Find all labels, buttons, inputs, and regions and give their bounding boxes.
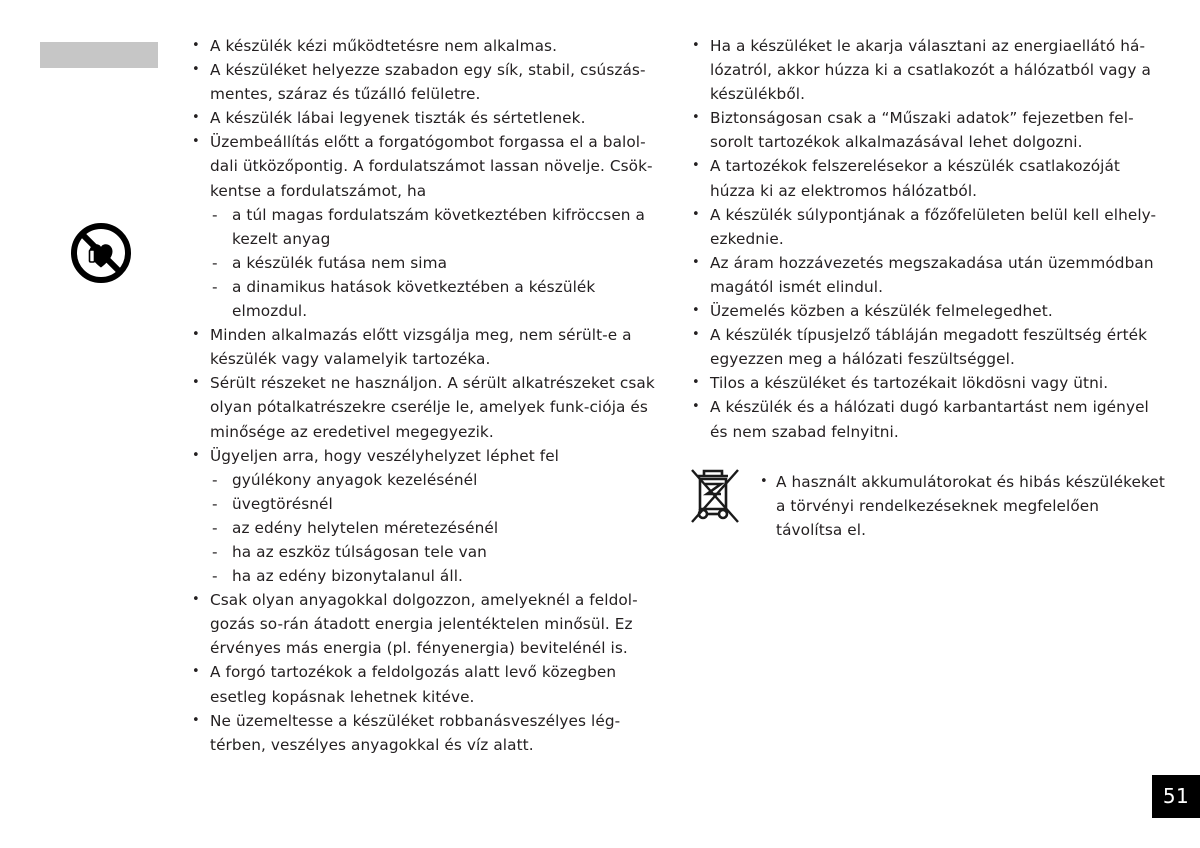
safety-list-right [688,34,1170,444]
left-text-column [188,34,658,757]
list-item [188,371,658,443]
sub-list [210,203,658,323]
bullet-glyph: • [692,110,700,126]
list-item-text: A készüléket helyezze szabadon egy sík, stabil, csúszás-mentes, száraz és tűzálló felületre. [210,61,646,104]
list-item-text: Az áram hozzávezetés megszakadása után üzemmódban magától ismét elindul. [710,253,1154,296]
list-item [188,34,658,58]
sub-list-item-text: üvegtörésnél [232,494,333,513]
bullet-glyph: • [192,38,200,53]
dash-glyph: - [212,253,218,272]
list-item-text: A készülék lábai legyenek tiszták és sértetlenek. [210,109,586,128]
list-item-text: Csak olyan anyagokkal dolgozzon, amelyeknél a feldol-gozás so-rán átadott energia jelentéktelen minősül. Ez érvényes más energia (pl. fényenergia) bevitelénél is. [210,591,638,658]
sub-list [210,468,658,588]
list-item [188,106,658,130]
bullet-glyph: • [692,399,700,415]
bullet-glyph: • [192,375,200,391]
list-item-text: A forgó tartozékok a feldolgozás alatt levő közegben esetleg kopásnak lehetnek kitéve. [210,663,617,706]
bullet-glyph: • [192,664,200,680]
list-item [188,660,658,708]
no-pacemaker-icon [70,222,132,284]
weee-crossed-out-wheelie-bin-icon [688,462,746,528]
list-item [688,323,1170,371]
list-item-text: Sérült részeket ne használjon. A sérült alkatrészeket csak olyan pótalkatrészekre cserélje le, amelyek funk-ciója és minősége az eredetivel megegyezik. [210,374,655,441]
bullet-glyph: • [192,110,200,126]
list-item [688,251,1170,299]
bullet-glyph: • [192,62,200,78]
placeholder-block [40,42,158,68]
sub-list-item [212,540,658,564]
bullet-glyph: • [760,474,768,489]
icon-gutter [0,0,180,848]
list-item-text: A használt akkumulátorokat és hibás készülékeket a törvényi rendelkezéseknek megfelelően távolítsa el. [776,473,1165,540]
page-number-badge: 51 [1152,775,1200,818]
list-item [688,371,1170,395]
list-item [188,588,658,660]
bullet-glyph: • [192,447,200,463]
list-item-text: A készülék típusjelző tábláján megadott feszültség érték egyezzen meg a hálózati feszültséggel. [710,326,1148,369]
list-item [188,444,658,589]
list-item [188,130,658,323]
disposal-note [688,462,1170,542]
bullet-glyph: • [192,592,200,608]
list-item [688,106,1170,154]
bullet-glyph: • [692,375,700,391]
sub-list-item [212,203,658,251]
list-item [188,323,658,371]
sub-list-item [212,468,658,492]
right-text-column [688,34,1170,444]
list-item-text: Minden alkalmazás előtt vizsgálja meg, nem sérült-e a készülék vagy valamelyik tartozéka. [210,326,632,369]
list-item-text: Ügyeljen arra, hogy veszélyhelyzet léphet fel [210,446,560,465]
bullet-glyph: • [692,206,700,222]
dash-glyph: - [212,470,218,489]
sub-list-item-text: gyúlékony anyagok kezelésénél [232,470,478,489]
disposal-list [756,470,1170,542]
bullet-glyph: • [192,327,200,343]
sub-list-item-text: ha az eszköz túlságosan tele van [232,542,487,561]
dash-glyph: - [212,205,218,224]
list-item [688,299,1170,323]
list-item-text: Üzemelés közben a készülék felmelegedhet. [710,302,1053,321]
sub-list-item [212,492,658,516]
sub-list-item [212,564,658,588]
bullet-glyph: • [692,254,700,270]
list-item-text: A készülék kézi működtetésre nem alkalmas. [210,37,558,55]
bullet-glyph: • [692,158,700,174]
dash-glyph: - [212,494,218,513]
bullet-glyph: • [192,712,200,728]
list-item [188,709,658,757]
dash-glyph: - [212,518,218,537]
list-item-text: Üzembeállítás előtt a forgatógombot forgassa el a balol-dali ütközőpontig. A fordulatszámot lassan növelje. Csök-kentse a fordulatszámot, ha [210,133,653,200]
bullet-glyph: • [692,327,700,343]
list-item-text: A készülék és a hálózati dugó karbantartást nem igényel és nem szabad felnyitni. [710,398,1149,441]
list-item [688,203,1170,251]
sub-list-item-text: a készülék futása nem sima [232,253,448,272]
bullet-glyph: • [692,303,700,319]
bullet-glyph: • [692,38,700,53]
dash-glyph: - [212,567,218,586]
sub-list-item [212,251,658,275]
list-item-text: A készülék súlypontjának a főzőfelületen belül kell elhely-ezkednie. [710,205,1157,248]
list-item [688,395,1170,443]
list-item [688,34,1170,106]
sub-list-item [212,275,658,323]
list-item [188,58,658,106]
list-item-text: Ha a készüléket le akarja választani az energiaellátó há-lózatról, akkor húzza ki a csatlakozót a hálózatból vagy a készülékből. [710,37,1151,104]
sub-list-item-text: az edény helytelen méretezésénél [232,518,499,537]
list-item-text: A tartozékok felszerelésekor a készülék csatlakozóját húzza ki az elektromos hálózatból. [710,157,1121,200]
list-item-text: Biztonságosan csak a “Műszaki adatok” fejezetben fel-sorolt tartozékok alkalmazásával lehet dolgozni. [710,109,1134,152]
list-item-text: Tilos a készüléket és tartozékait lökdösni vagy ütni. [710,374,1109,393]
list-item-text: Ne üzemeltesse a készüléket robbanásveszélyes lég-térben, veszélyes anyagokkal és víz alatt. [210,711,621,754]
sub-list-item-text: ha az edény bizonytalanul áll. [232,567,463,586]
bullet-glyph: • [192,134,200,150]
safety-list-left [188,34,658,757]
list-item [688,154,1170,202]
dash-glyph: - [212,542,218,561]
disposal-text-block [756,462,1170,542]
sub-list-item-text: a dinamikus hatások következtében a készülék elmozdul. [232,277,596,321]
sub-list-item [212,516,658,540]
dash-glyph: - [212,277,218,296]
list-item [756,470,1170,542]
sub-list-item-text: a túl magas fordulatszám következtében kifröccsen a kezelt anyag [232,205,645,248]
